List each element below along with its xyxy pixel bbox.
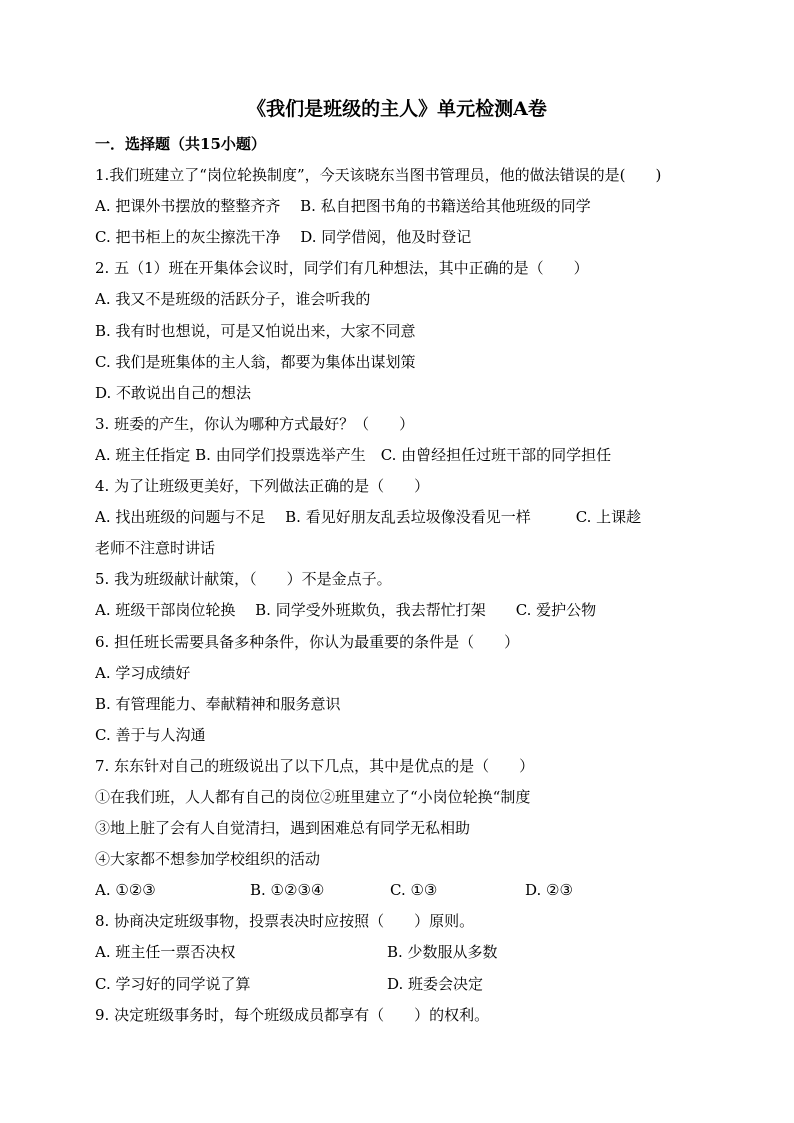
q2-stem: 2. 五（1）班在开集体会议时，同学们有几种想法，其中正确的是（ ）: [95, 259, 589, 278]
q3-options: A. 班主任指定 B. 由同学们投票选举产生 C. 由曾经担任过班干部的同学担任: [95, 445, 612, 464]
q2-option-c: C. 我们是班集体的主人翁，都要为集体出谋划策: [95, 352, 416, 371]
q4-stem: 4. 为了让班级更美好，下列做法正确的是（ ）: [95, 477, 430, 496]
q6-option-c: C. 善于与人沟通: [95, 725, 206, 744]
q7-options: [95, 875, 705, 906]
q1-options-cd: C. 把书柜上的灰尘擦洗干净 D. 同学借阅，他及时登记: [95, 228, 472, 247]
q7-statement-3: ③地上脏了会有人自觉清扫，遇到困难总有同学无私相助: [95, 819, 471, 838]
q7-statement-4: ④大家都不想参加学校组织的活动: [95, 850, 321, 869]
q7-option-b: B. ①②③④: [250, 881, 325, 900]
q8-option-a: A. 班主任一票否决权: [95, 943, 236, 962]
document-title: 《我们是班级的主人》单元检测A卷: [247, 98, 547, 120]
q3-stem: 3. 班委的产生，你认为哪种方式最好？（ ）: [95, 414, 415, 433]
q2-option-d: D. 不敢说出自己的想法: [95, 383, 252, 402]
q8-option-d: D. 班委会决定: [387, 974, 484, 993]
q6-option-b: B. 有管理能力、奉献精神和服务意识: [95, 694, 341, 713]
q5-options: A. 班级干部岗位轮换 B. 同学受外班欺负，我去帮忙打架 C. 爱护公物: [95, 601, 597, 620]
q8-option-c: C. 学习好的同学说了算: [95, 974, 251, 993]
question-list: [95, 129, 705, 1031]
section-heading: 一．选择题（共15小题）: [95, 135, 266, 153]
q2-option-b: B. 我有时也想说，可是又怕说出来，大家不同意: [95, 321, 416, 340]
q8-options-cd: [95, 969, 705, 1000]
q1-stem: 1.我们班建立了“岗位轮换制度”，今天该晓东当图书管理员，他的做法错误的是( ): [95, 166, 662, 185]
q2-option-a: A. 我又不是班级的活跃分子，谁会听我的: [95, 290, 371, 309]
q9-stem: 9. 决定班级事务时，每个班级成员都享有（ ）的权利。: [95, 1005, 490, 1024]
q7-option-a: A. ①②③: [95, 881, 156, 900]
q5-stem: 5. 我为班级献计献策，（ ）不是金点子。: [95, 570, 392, 589]
q7-statement-1-2: ①在我们班，人人都有自己的岗位②班里建立了“小岗位轮换“制度: [95, 787, 531, 806]
q8-stem: 8. 协商决定班级事物，投票表决时应按照（ ）原则。: [95, 912, 475, 931]
q7-stem: 7. 东东针对自己的班级说出了以下几点，其中是优点的是（ ）: [95, 756, 535, 775]
q6-option-a: A. 学习成绩好: [95, 663, 191, 682]
q4-options-continued: 老师不注意时讲话: [95, 539, 216, 558]
q1-options-ab: A. 把课外书摆放的整整齐齐 B. 私自把图书角的书籍送给其他班级的同学: [95, 197, 591, 216]
q7-option-d: D. ②③: [525, 881, 573, 900]
q7-option-c: C. ①③: [390, 881, 438, 900]
q8-options-ab: [95, 937, 705, 968]
q4-options: A. 找出班级的问题与不足 B. 看见好朋友乱丢垃圾像没看见一样 C. 上课趁: [95, 508, 642, 527]
q8-option-b: B. 少数服从多数: [387, 943, 498, 962]
q6-stem: 6. 担任班长需要具备多种条件，你认为最重要的条件是（ ）: [95, 632, 520, 651]
